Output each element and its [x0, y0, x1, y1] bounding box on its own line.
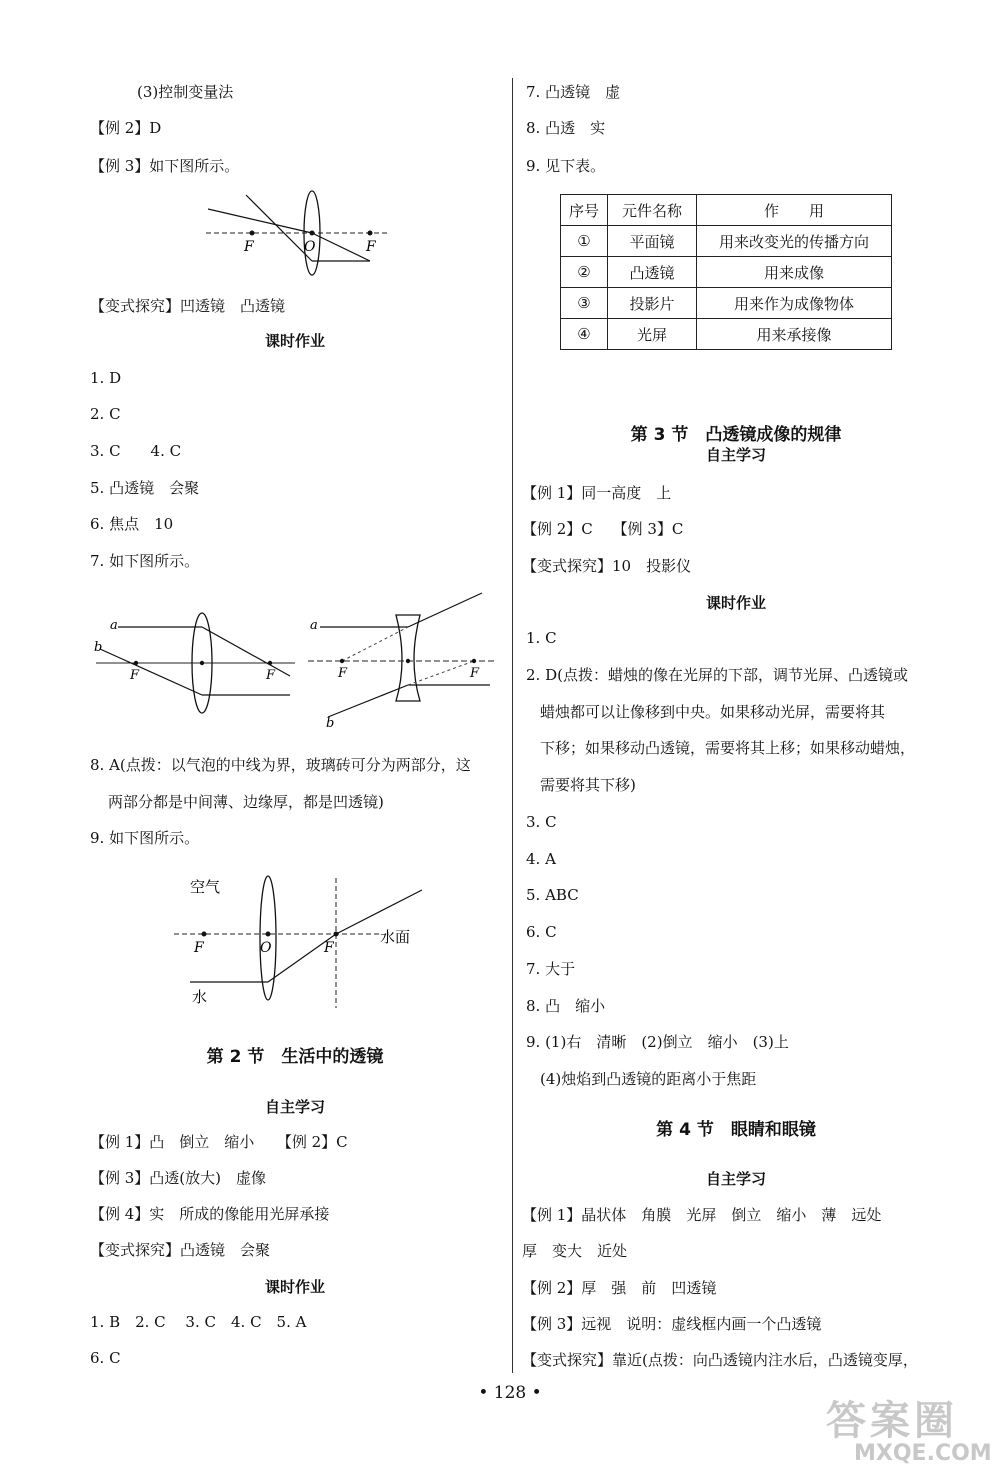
table-row: [561, 257, 892, 288]
table-cell: 凸透镜: [608, 257, 697, 288]
text-line: 【变式探究】靠近(点拨：向凸透镜内注水后，凸透镜变厚，: [522, 1351, 918, 1369]
answer-line: 4. A: [526, 850, 556, 868]
answer-line: 蜡烛都可以让像移到中央。如果移动光屏，需要将其: [540, 703, 886, 721]
water-label: 水: [192, 988, 208, 1006]
table-cell: 用来承接像: [697, 319, 892, 350]
table-cell: 用来成像: [697, 257, 892, 288]
table-row: [561, 288, 892, 319]
water-lens-diagram: [170, 868, 430, 1008]
water-surface-label: 水面: [380, 928, 411, 946]
table-cell: ④: [561, 319, 608, 350]
text-line: 【例 2】厚 强 前 凹透镜: [522, 1279, 717, 1297]
lens-diagrams-2: [90, 605, 500, 730]
answer-line: 3. C 4. C: [90, 442, 182, 460]
optical-center: [310, 231, 315, 236]
extension-line: [342, 627, 408, 661]
ray: [312, 233, 370, 261]
watermark-text: 答案圈: [826, 1398, 958, 1444]
text-line: 【变式探究】凸透镜 会聚: [90, 1241, 271, 1259]
answer-line: 8. A(点拨：以气泡的中线为界，玻璃砖可分为两部分，这: [90, 756, 471, 774]
focus-label: F: [324, 940, 334, 956]
extension-line: [408, 661, 474, 685]
watermark-logo: [826, 1400, 992, 1466]
focus-point: [134, 661, 138, 665]
text-line: 【例 1】晶状体 角膜 光屏 倒立 缩小 薄 远处: [522, 1206, 882, 1224]
answer-line: 2. D(点拨：蜡烛的像在光屏的下部，调节光屏、凸透镜或: [526, 666, 908, 684]
section-title: 第 4 节 眼睛和眼镜: [656, 1120, 816, 1140]
table-header-cell: 元件名称: [608, 195, 697, 226]
ray-label-b: b: [326, 716, 335, 731]
answer-line: 7. 大于: [526, 960, 576, 978]
answer-line: 1. C: [526, 629, 557, 647]
column-divider: [512, 78, 513, 1373]
answer-line: 5. ABC: [526, 886, 579, 904]
text-line: 【例 2】D: [90, 119, 162, 137]
optical-center: [200, 661, 204, 665]
text-line: 【例 4】实 所成的像能用光屏承接: [90, 1205, 330, 1223]
text-line: 【例 3】如下图所示。: [90, 157, 240, 175]
answer-line: 1. D: [90, 369, 122, 387]
answer-line: 9. (1)右 清晰 (2)倒立 缩小 (3)上: [526, 1033, 789, 1051]
answer-line: 1. B 2. C 3. C 4. C 5. A: [90, 1313, 307, 1331]
answer-line: 2. C: [90, 405, 121, 423]
focus-label: F: [130, 668, 140, 683]
table-cell: ③: [561, 288, 608, 319]
page-number: • 128 •: [478, 1383, 542, 1403]
answer-line: 6. 焦点 10: [90, 515, 174, 533]
section-title: 第 3 节 凸透镜成像的规律: [630, 425, 842, 445]
table-cell: 光屏: [608, 319, 697, 350]
answer-line: 7. 凸透镜 虚: [526, 83, 621, 101]
focus-point: [268, 661, 272, 665]
section-subheading: 自主学习: [705, 446, 766, 464]
focus-label: F: [470, 666, 480, 681]
ray-label-b: b: [94, 640, 103, 655]
focus-label: F: [266, 668, 276, 683]
table-cell: 投影片: [608, 288, 697, 319]
answer-line: 8. 凸 缩小: [526, 997, 606, 1015]
table-cell: ①: [561, 226, 608, 257]
focus-label: F: [194, 940, 204, 956]
answer-line: 6. C: [526, 923, 557, 941]
ray: [246, 195, 312, 261]
center-label: O: [260, 940, 272, 956]
section-subheading: 课时作业: [264, 1278, 325, 1296]
focus-point: [202, 932, 207, 937]
answer-line: 6. C: [90, 1349, 121, 1367]
table-header-row: [561, 195, 892, 226]
text-line: (3)控制变量法: [137, 83, 234, 101]
answer-line: 9. 见下表。: [526, 157, 606, 175]
focus-point: [334, 932, 339, 937]
text-line: 【变式探究】凹透镜 凸透镜: [90, 297, 286, 315]
section-subheading: 课时作业: [264, 332, 325, 350]
answer-line: 9. 如下图所示。: [90, 829, 200, 847]
answer-line: 8. 凸透 实: [526, 119, 606, 137]
answer-line: 3. C: [526, 813, 557, 831]
answer-line: 5. 凸透镜 会聚: [90, 479, 200, 497]
optical-center: [266, 932, 271, 937]
section-subheading: 自主学习: [264, 1098, 325, 1116]
air-label: 空气: [190, 878, 221, 896]
answer-line: (4)烛焰到凸透镜的距离小于焦距: [540, 1070, 757, 1088]
focus-label: F: [244, 239, 254, 255]
focus-point: [340, 659, 344, 663]
table-cell: ②: [561, 257, 608, 288]
ray-label-a: a: [310, 618, 318, 633]
focus-label: F: [338, 666, 348, 681]
answer-line: 下移；如果移动凸透镜，需要将其上移；如果移动蜡烛，: [540, 739, 916, 757]
ray-b: [100, 649, 202, 695]
ray-label-a: a: [110, 618, 118, 633]
focus-point: [472, 659, 476, 663]
ray: [208, 209, 312, 233]
table-header-cell: 序号: [561, 195, 608, 226]
focus-label: F: [366, 239, 376, 255]
text-line: 厚 变大 近处: [522, 1242, 628, 1260]
text-line: 【例 3】凸透(放大) 虚像: [90, 1169, 267, 1187]
table-row: [561, 319, 892, 350]
answer-line: 需要将其下移): [540, 776, 636, 794]
focus-point: [368, 231, 373, 236]
ray-a: [408, 593, 482, 627]
table-cell: 平面镜: [608, 226, 697, 257]
table-header-cell: 作 用: [697, 195, 892, 226]
focus-point: [250, 231, 255, 236]
section-title: 第 2 节 生活中的透镜: [206, 1047, 384, 1067]
convex-lens-diagram-1: [200, 185, 400, 275]
section-subheading: 课时作业: [705, 594, 766, 612]
ray-a: [202, 627, 290, 676]
answer-line: 7. 如下图所示。: [90, 552, 200, 570]
table-cell: 用来改变光的传播方向: [697, 226, 892, 257]
text-line: 【例 2】C 【例 3】C: [522, 520, 684, 538]
center-label: O: [304, 239, 316, 255]
section-subheading: 自主学习: [705, 1170, 766, 1188]
answer-line: 两部分都是中间薄、边缘厚，都是凹透镜): [108, 793, 384, 811]
text-line: 【例 3】远视 说明：虚线框内画一个凸透镜: [522, 1315, 822, 1333]
parts-table: [560, 194, 892, 350]
text-line: 【例 1】同一高度 上: [522, 484, 672, 502]
optical-center: [406, 659, 410, 663]
watermark-url: MXQE.COM: [854, 1441, 992, 1466]
text-line: 【例 1】凸 倒立 缩小 【例 2】C: [90, 1133, 348, 1151]
table-row: [561, 226, 892, 257]
table-cell: 用来作为成像物体: [697, 288, 892, 319]
text-line: 【变式探究】10 投影仪: [522, 557, 692, 575]
